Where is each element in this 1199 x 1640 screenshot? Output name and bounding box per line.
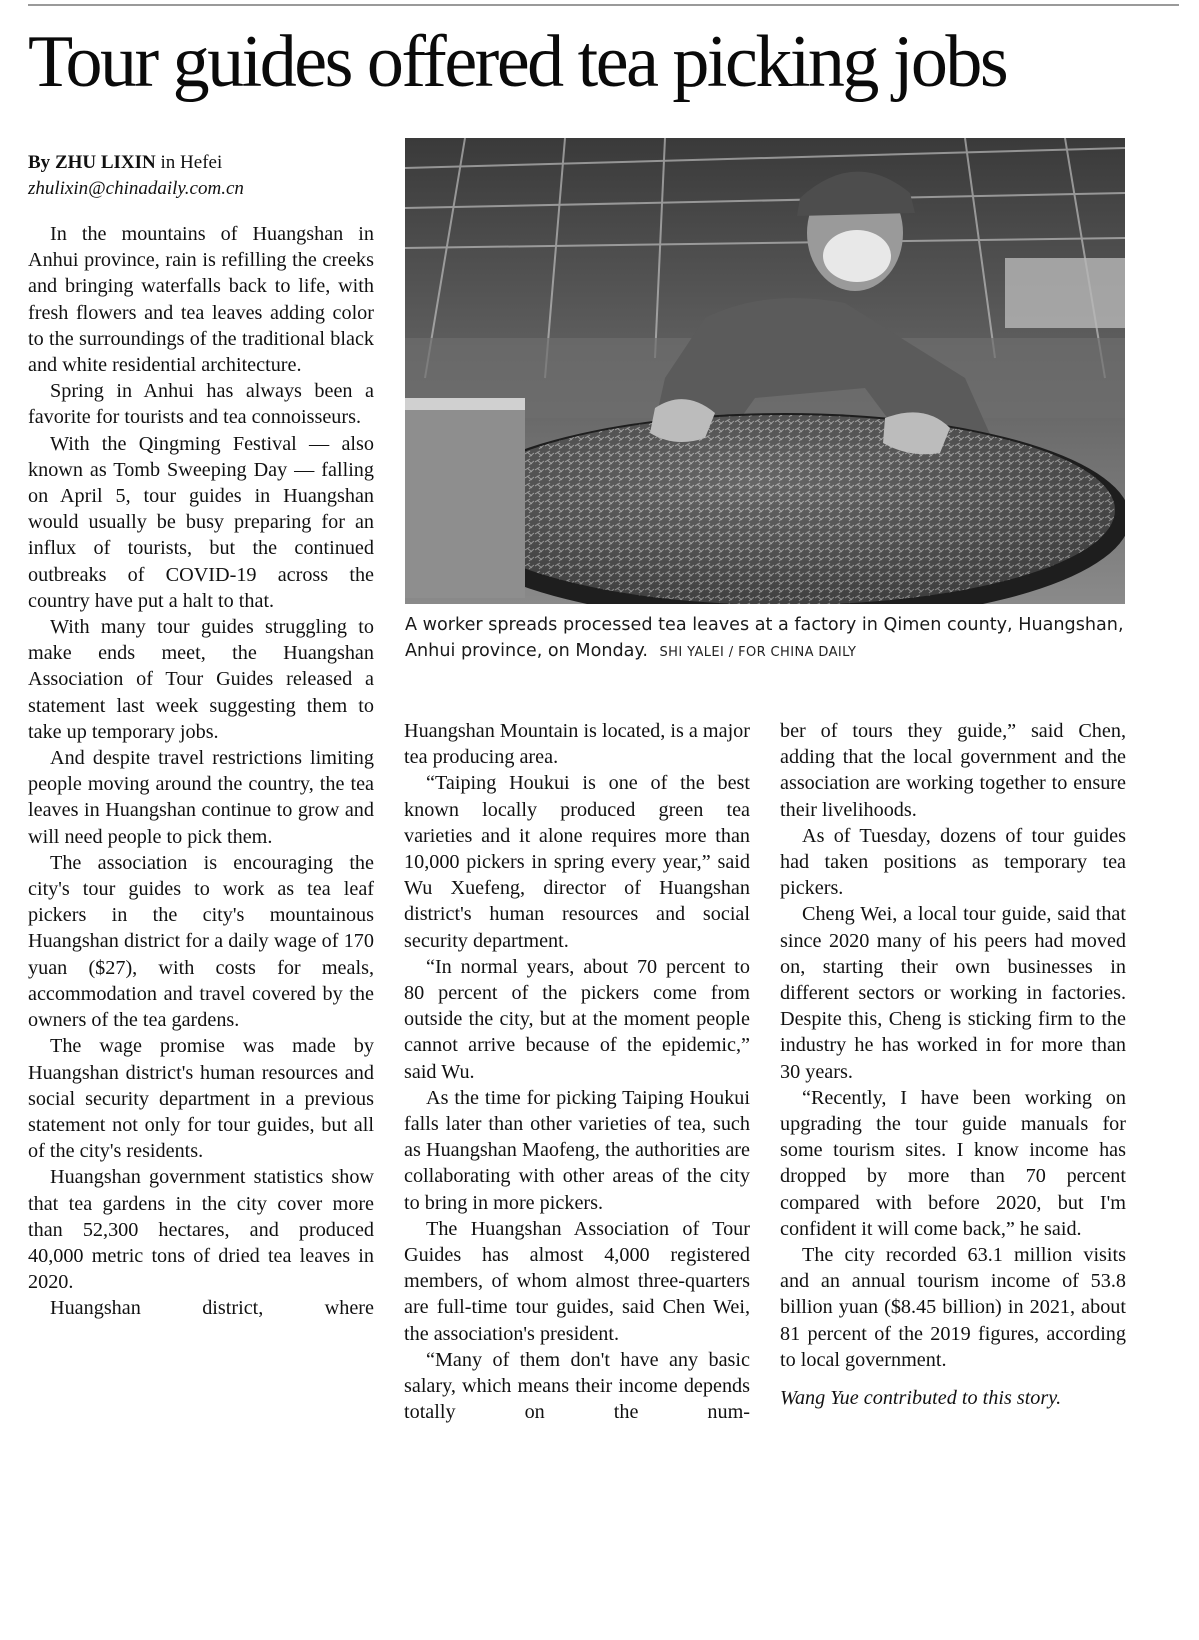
photo-credit: SHI YALEI / FOR CHINA DAILY bbox=[659, 645, 857, 660]
article-column-1 bbox=[28, 221, 374, 1322]
paragraph: Huangshan government statistics show that tea gardens in the city cover more than 52,300 hectares, and produced 40,000 metric tons of dried tea leaves in 2020. bbox=[28, 1166, 374, 1294]
paragraph: With many tour guides struggling to make ends meet, the Huangshan Association of Tour Guides released a statement last week suggesting them to take up temporary jobs. bbox=[28, 616, 374, 743]
byline-email[interactable]: zhulixin@chinadaily.com.cn bbox=[28, 177, 244, 199]
paragraph: The city recorded 63.1 million visits and an annual tourism income of 53.8 billion yuan ($8.45 billion) in 2021, about 81 percent of the 2019 figures, according to local government. bbox=[780, 1244, 1126, 1371]
article-column-3 bbox=[780, 718, 1126, 1411]
tea-factory-photo bbox=[405, 138, 1125, 604]
paragraph: The wage promise was made by Huangshan district's human resources and social security department in a previous statement not only for tour guides, but all of the city's residents. bbox=[28, 1035, 374, 1163]
contributor-note: Wang Yue contributed to this story. bbox=[780, 1387, 1062, 1410]
tea-worker-image bbox=[405, 138, 1125, 604]
byline-location: in Hefei bbox=[155, 152, 223, 173]
paragraph: ber of tours they guide,” said Chen, adding that the local government and the association are working together to ensure their livelihoods. bbox=[780, 720, 1126, 821]
paragraph: “Taiping Houkui is one of the best known locally produced green tea varieties and it alone requires more than 10,000 pickers in spring every year,” said Wu Xuefeng, director of Huangshan district's human resources and social security department. bbox=[404, 772, 750, 952]
top-rule bbox=[28, 4, 1179, 6]
paragraph: Cheng Wei, a local tour guide, said that since 2020 many of his peers had moved on, starting their own businesses in different sectors or working in factories. Despite this, Cheng is sticking firm to the industry he has worked in for more than 30 years. bbox=[780, 903, 1126, 1083]
headline: Tour guides offered tea picking jobs bbox=[28, 21, 1007, 103]
paragraph: In the mountains of Huangshan in Anhui province, rain is refilling the creeks and bringing waterfalls back to life, with fresh flowers and tea leaves adding color to the surroundings of the traditional black and white residential architecture. bbox=[28, 223, 374, 377]
paragraph: With the Qingming Festival — also known as Tomb Sweeping Day — falling on April 5, tour guides in Huangshan would usually be busy preparing for an influx of tourists, but the continued outbreaks of COVID-19 across the country have put a halt to that. bbox=[28, 432, 374, 612]
paragraph: The Huangshan Association of Tour Guides has almost 4,000 registered members, of whom almost three-quarters are full-time tour guides, said Chen Wei, the association's president. bbox=[404, 1217, 750, 1345]
byline-prefix: By bbox=[28, 152, 55, 173]
paragraph: “Recently, I have been working on upgrading the tour guide manuals for some tourism sites. I know income has dropped by more than 70 percent compared with before 2020, but I'm confident it will come back,” he said. bbox=[780, 1086, 1126, 1240]
paragraph: The association is encouraging the city's tour guides to work as tea leaf pickers in the city's mountainous Huangshan district for a daily wage of 170 yuan ($27), with costs for meals, accommodation and travel covered by the owners of the tea gardens. bbox=[28, 851, 374, 1032]
paragraph: “In normal years, about 70 percent to 80 percent of the pickers come from outside the city, but at the moment people cannot arrive because of the epidemic,” said Wu. bbox=[404, 955, 750, 1083]
paragraph: Huangshan Mountain is located, is a major tea producing area. bbox=[404, 720, 750, 769]
paragraph: And despite travel restrictions limiting people moving around the country, the tea leaves in Huangshan continue to grow and will need people to pick them. bbox=[28, 747, 374, 848]
photo-caption bbox=[405, 612, 1135, 666]
paragraph: As the time for picking Taiping Houkui falls later than other varieties of tea, such as Huangshan Maofeng, the authorities are collaborating with other areas of the city to bring in more pickers. bbox=[404, 1086, 750, 1214]
caption-text: A worker spreads processed tea leaves at a factory in Qimen county, Huangshan, Anhui province, on Monday. bbox=[405, 615, 1124, 661]
paragraph: Huangshan district, where bbox=[50, 1297, 374, 1320]
article-column-2 bbox=[404, 718, 750, 1425]
paragraph: As of Tuesday, dozens of tour guides had taken positions as temporary tea pickers. bbox=[780, 824, 1126, 900]
paragraph: Spring in Anhui has always been a favorite for tourists and tea connoisseurs. bbox=[28, 380, 374, 429]
byline-author: ZHU LIXIN bbox=[54, 152, 156, 173]
paragraph: “Many of them don't have any basic salary, which means their income depends totally on the num- bbox=[404, 1348, 750, 1424]
byline bbox=[28, 150, 388, 201]
